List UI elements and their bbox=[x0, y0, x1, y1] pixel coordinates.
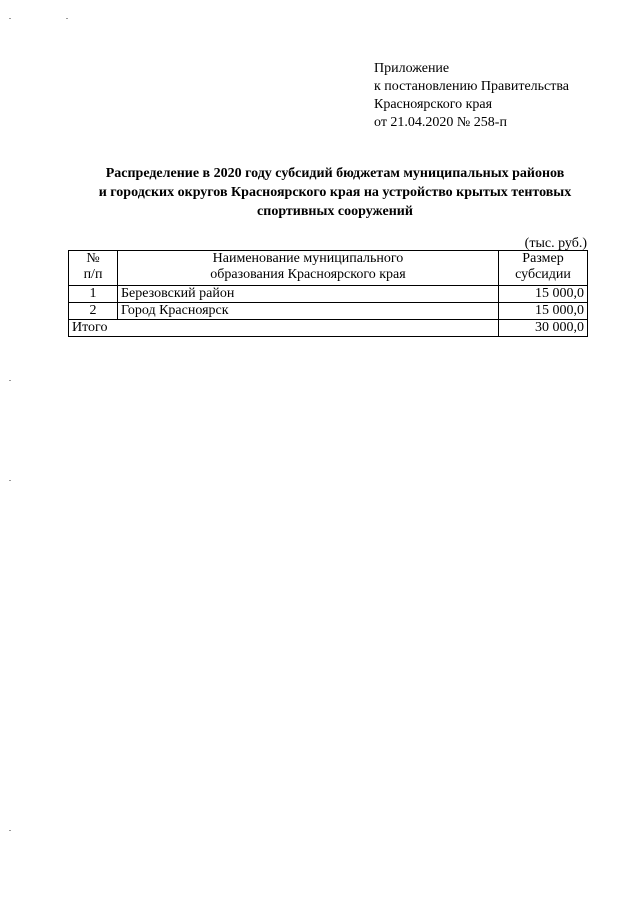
table-header-row bbox=[69, 251, 588, 286]
header-name bbox=[118, 251, 499, 286]
appendix-line-3: Красноярского края bbox=[374, 97, 493, 112]
row-name: Город Красноярск bbox=[118, 303, 499, 320]
header-name-line-2: образования Красноярского края bbox=[210, 267, 406, 282]
header-amount-line-1: Размер bbox=[522, 251, 564, 266]
header-number-line-2: п/п bbox=[83, 267, 103, 282]
table-row bbox=[69, 286, 588, 303]
appendix-block bbox=[374, 60, 569, 132]
total-label: Итого bbox=[69, 320, 499, 337]
units-label: (тыс. руб.) bbox=[524, 236, 587, 251]
header-amount bbox=[499, 251, 588, 286]
scan-speck bbox=[9, 830, 11, 831]
header-name-line-1: Наименование муниципального bbox=[212, 251, 404, 266]
header-number bbox=[69, 251, 118, 286]
scan-speck bbox=[9, 18, 11, 19]
row-name: Березовский район bbox=[118, 286, 499, 303]
title-line-3: спортивных сооружений bbox=[257, 204, 413, 219]
appendix-line-1: Приложение bbox=[374, 61, 450, 76]
table-row bbox=[69, 303, 588, 320]
document-title bbox=[60, 164, 610, 221]
row-amount: 15 000,0 bbox=[499, 286, 588, 303]
appendix-line-4: от 21.04.2020 № 258-п bbox=[374, 115, 507, 130]
scan-speck bbox=[9, 380, 11, 381]
scan-speck bbox=[66, 18, 68, 19]
header-amount-line-2: субсидии bbox=[515, 267, 571, 282]
row-number: 2 bbox=[69, 303, 118, 320]
header-number-line-1: № bbox=[86, 251, 100, 266]
table-total-row bbox=[69, 320, 588, 337]
scan-speck bbox=[9, 480, 11, 481]
row-amount: 15 000,0 bbox=[499, 303, 588, 320]
subsidy-table bbox=[68, 250, 588, 337]
appendix-line-2: к постановлению Правительства bbox=[374, 79, 570, 94]
row-number: 1 bbox=[69, 286, 118, 303]
title-line-1: Распределение в 2020 году субсидий бюджетам муниципальных районов bbox=[105, 166, 565, 181]
total-amount: 30 000,0 bbox=[499, 320, 588, 337]
title-line-2: и городских округов Красноярского края на устройство крытых тентовых bbox=[98, 185, 572, 200]
